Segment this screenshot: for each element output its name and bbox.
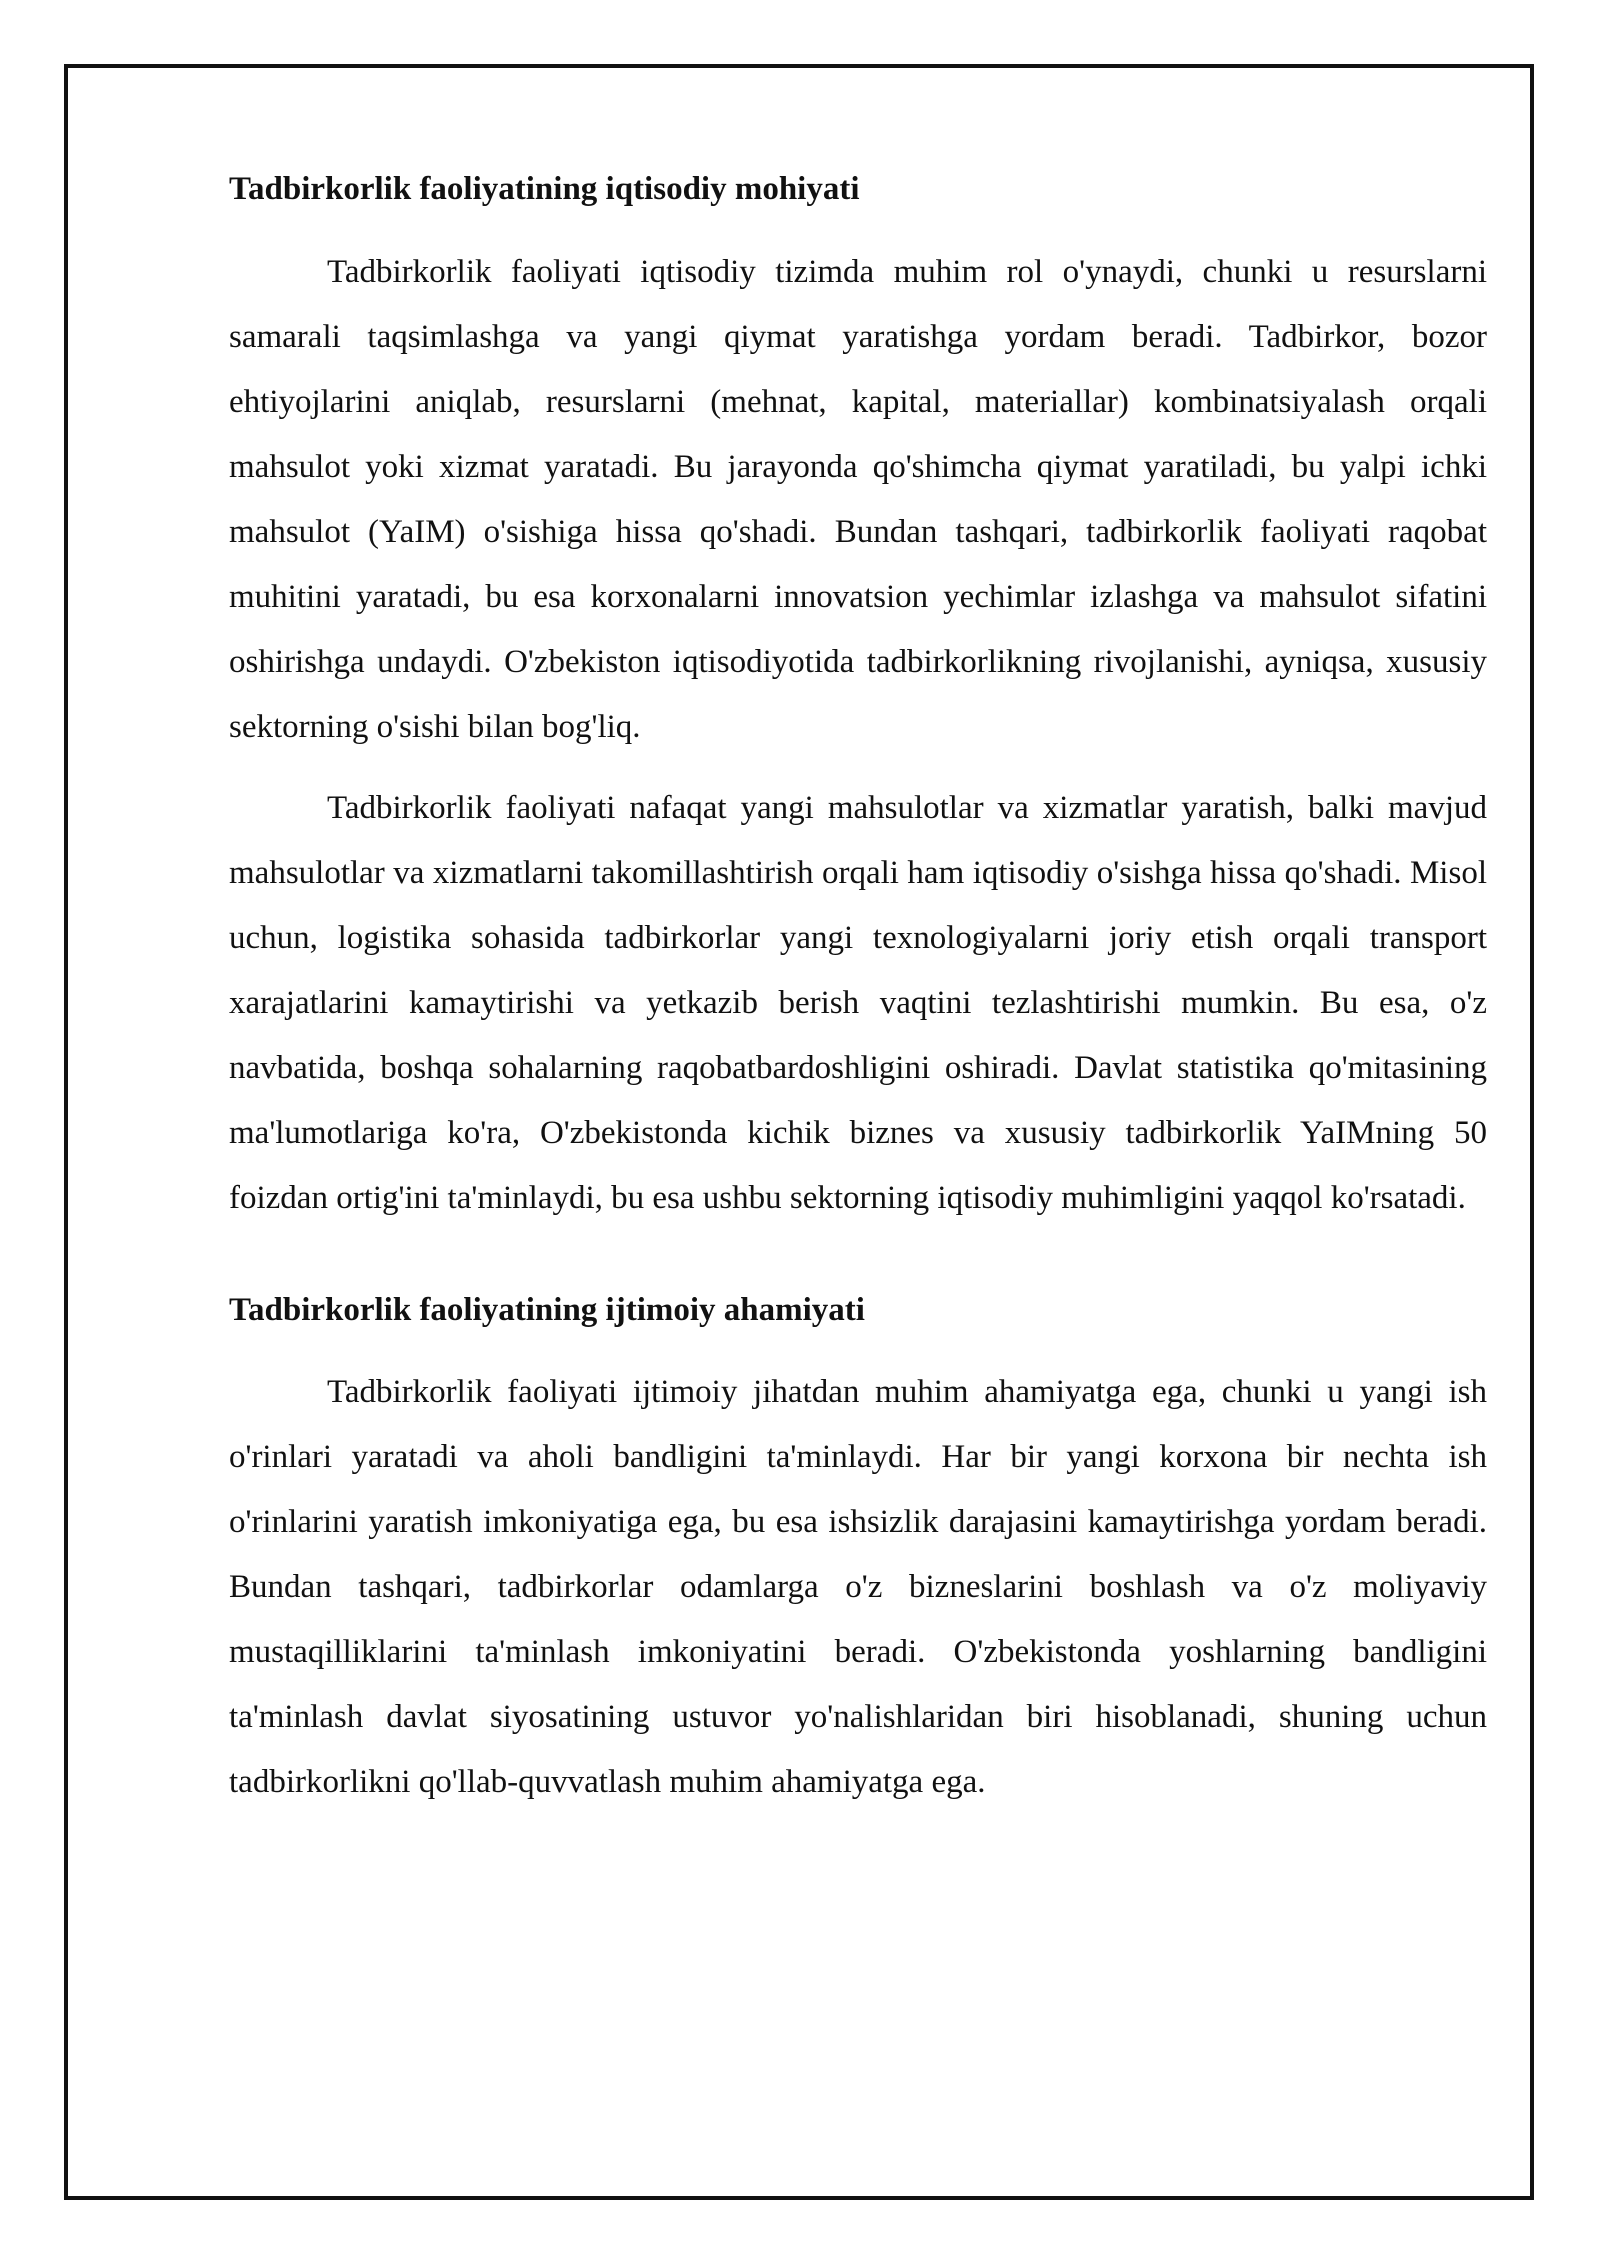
document-body xyxy=(229,170,1487,1831)
section-heading: Tadbirkorlik faoliyatining ijtimoiy ahamiyati xyxy=(229,1291,865,1328)
section-social-importance xyxy=(229,1291,1487,1816)
paragraph: Tadbirkorlik faoliyati nafaqat yangi mahsulotlar va xizmatlar yaratish, balki mavjud mahsulotlar va xizmatlarni takomillashtirish orqali ham iqtisodiy o'sishga hissa qo'shadi. Misol uchun, logistika sohasida tadbirkorlar yangi texnologiyalarni joriy etish orqali transport xarajatlarini kamaytirishi va yetkazib berish vaqtini tezlashtirishi mumkin. Bu esa, o'z navbatida, boshqa sohalarning raqobatbardoshligini oshiradi. Davlat statistika qo'mitasining ma'lumotlariga ko'ra, O'zbekistonda kichik biznes va xususiy tadbirkorlik YaIMning 50 foizdan ortig'ini ta'minlaydi, bu esa ushbu sektorning iqtisodiy muhimligini yaqqol ko'rsatadi. xyxy=(229,789,1487,1216)
section-economic-essence xyxy=(229,170,1487,1231)
section-heading: Tadbirkorlik faoliyatining iqtisodiy mohiyati xyxy=(229,171,860,207)
paragraph: Tadbirkorlik faoliyati iqtisodiy tizimda muhim rol o'ynaydi, chunki u resurslarni samarali taqsimlashga va yangi qiymat yaratishga yordam beradi. Tadbirkor, bozor ehtiyojlarini aniqlab, resurslarni (mehnat, kapital, materiallar) kombinatsiyalash orqali mahsulot yoki xizmat yaratadi. Bu jarayonda qo'shimcha qiymat yaratiladi, bu yalpi ichki mahsulot (YaIM) o'sishiga hissa qo'shadi. Bundan tashqari, tadbirkorlik faoliyati raqobat muhitini yaratadi, bu esa korxonalarni innovatsion yechimlar izlashga va mahsulot sifatini oshirishga undaydi. O'zbekiston iqtisodiyotida tadbirkorlikning rivojlanishi, ayniqsa, xususiy sektorning o'sishi bilan bog'liq. xyxy=(229,253,1487,745)
paragraph: Tadbirkorlik faoliyati ijtimoiy jihatdan muhim ahamiyatga ega, chunki u yangi ish o'rinlari yaratadi va aholi bandligini ta'minlaydi. Har bir yangi korxona bir nechta ish o'rinlarini yaratish imkoniyatiga ega, bu esa ishsizlik darajasini kamaytirishga yordam beradi. Bundan tashqari, tadbirkorlar odamlarga o'z bizneslarini boshlash va o'z moliyaviy mustaqilliklarini ta'minlash imkoniyatini beradi. O'zbekistonda yoshlarning bandligini ta'minlash davlat siyosatining ustuvor yo'nalishlaridan biri hisoblanadi, shuning uchun tadbirkorlikni qo'llab-quvvatlash muhim ahamiyatga ega. xyxy=(229,1374,1487,1801)
